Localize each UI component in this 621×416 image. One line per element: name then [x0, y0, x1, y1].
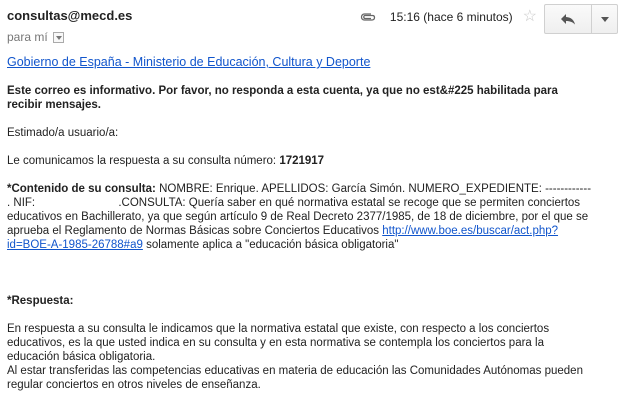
- reply-button-group: [544, 4, 618, 34]
- message-meta: [360, 9, 537, 25]
- content-label: *Contenido de su consulta:: [7, 183, 156, 195]
- notice-text: Este correo es informativo. Por favor, no responda a esta cuenta, ya que no est&#225 habilitada para recibir mensajes.: [7, 85, 558, 111]
- message-header: [0, 0, 621, 50]
- message-body: [7, 55, 592, 392]
- chevron-down-icon: [601, 17, 609, 22]
- sender-name[interactable]: consultas@mecd.es: [7, 8, 133, 23]
- content-text-3: solamente aplica a "educación básica obligatoria": [142, 239, 399, 251]
- answer-paragraph-1: En respuesta a su consulta le indicamos que la normativa estatal que existe, con respecto a los conciertos educativos, es la que usted indica en su consulta y en esta normativa se contempla los conciertos para la educación básica obligatoria.: [7, 323, 550, 363]
- recipient-label: para mí: [7, 30, 48, 44]
- star-icon[interactable]: ☆: [522, 8, 537, 25]
- reply-icon: [560, 13, 576, 25]
- response-intro-text: Le comunicamos la respuesta a su consulta número:: [7, 155, 280, 167]
- more-options-button[interactable]: [592, 5, 617, 33]
- query-content: [7, 182, 592, 252]
- message-time: 15:16 (hace 6 minutos): [389, 10, 513, 24]
- query-number: 1721917: [279, 155, 325, 167]
- reply-button[interactable]: [545, 5, 592, 33]
- answer-paragraph-2: Al estar transferidas las competencias educativas en materia de educación las Comunidades Autónomas pueden regular conciertos en otros niveles de enseñanza.: [7, 365, 583, 391]
- content-text-1: NOMBRE: Enrique. APELLIDOS: García Simón. NUMERO_EXPEDIENTE: ------------ . NIF:: [7, 183, 592, 209]
- paperclip-icon: [360, 11, 376, 23]
- recipient-details-dropdown-icon[interactable]: [53, 32, 64, 43]
- boe-link[interactable]: http://www.boe.es/buscar/act.php?id=BOE-A-1985-26788#a9: [7, 225, 559, 251]
- answer-label: *Respuesta:: [7, 295, 74, 307]
- greeting-text: Estimado/a usuario/a:: [7, 127, 119, 139]
- organization-link[interactable]: Gobierno de España - Ministerio de Educación, Cultura y Deporte: [7, 55, 371, 69]
- response-intro: [7, 154, 592, 168]
- content-text-2: .CONSULTA: Quería saber en qué normativa estatal se recoge que se permiten conciertos educativos en Bachillerato, ya que según artículo 9 de Real Decreto 2377/1985, de 18 de diciembre, por el que se aprueba el Reglamento de Normas Básicas sobre Conciertos Educativos: [7, 197, 589, 237]
- recipient-row: [7, 30, 64, 44]
